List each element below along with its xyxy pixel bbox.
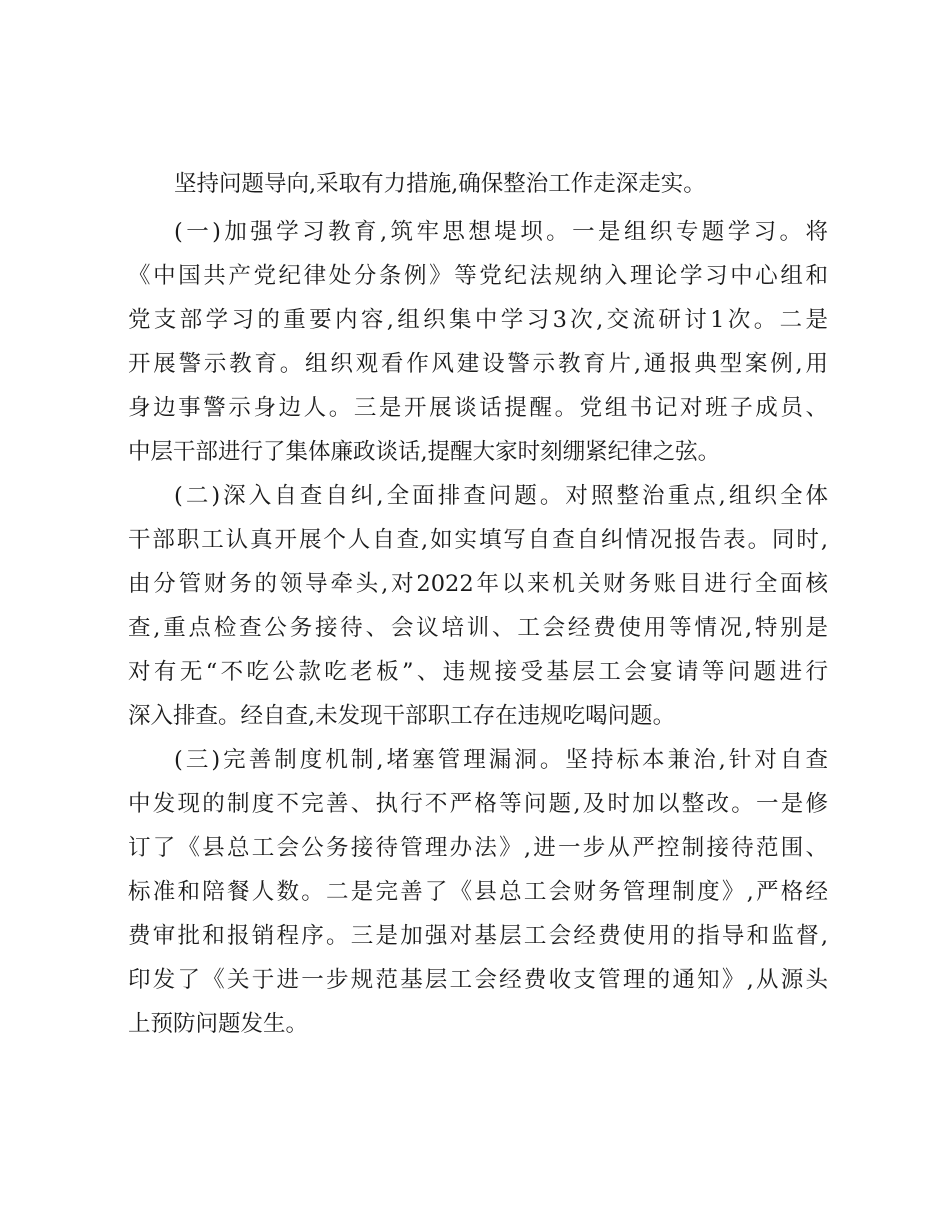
section-heading-line: (一)加强学习教育,筑牢思想堤坝。一是组织专题学习。将 — [174, 219, 828, 245]
section-heading-line: (三)完善制度机制,堵塞管理漏洞。坚持标本兼治,针对自查 — [174, 747, 828, 773]
paragraph-line: 由分管财务的领导牵头,对2022年以来机关财务账目进行全面核 — [128, 571, 828, 597]
paragraph-line: 坚持问题导向,采取有力措施,确保整治工作走深走实。 — [174, 171, 706, 197]
paragraph-line: 印发了《关于进一步规范基层工会经费收支管理的通知》,从源头 — [128, 967, 828, 993]
section-heading-line: (二)深入自查自纠,全面排查问题。对照整治重点,组织全体 — [174, 483, 828, 509]
paragraph-line: 中发现的制度不完善、执行不严格等问题,及时加以整改。一是修 — [128, 791, 828, 817]
paragraph-line: 干部职工认真开展个人自查,如实填写自查自纠情况报告表。同时, — [128, 527, 828, 553]
paragraph-line: 身边事警示身边人。三是开展谈话提醒。党组书记对班子成员、 — [128, 395, 828, 421]
paragraph-line: 对有无“不吃公款吃老板”、违规接受基层工会宴请等问题进行 — [128, 659, 828, 685]
paragraph-line: 深入排查。经自查,未发现干部职工存在违规吃喝问题。 — [128, 703, 676, 729]
paragraph-line: 中层干部进行了集体廉政谈话,提醒大家时刻绷紧纪律之弦。 — [128, 439, 721, 465]
paragraph-line: 开展警示教育。组织观看作风建设警示教育片,通报典型案例,用 — [128, 351, 828, 377]
paragraph-line: 上预防问题发生。 — [128, 1011, 309, 1037]
paragraph-line: 订了《县总工会公务接待管理办法》,进一步从严控制接待范围、 — [128, 835, 828, 861]
paragraph-line: 党支部学习的重要内容,组织集中学习3次,交流研讨1次。二是 — [128, 307, 828, 333]
paragraph-line: 《中国共产党纪律处分条例》等党纪法规纳入理论学习中心组和 — [128, 263, 828, 289]
paragraph-line: 标准和陪餐人数。二是完善了《县总工会财务管理制度》,严格经 — [128, 879, 828, 905]
paragraph-line: 费审批和报销程序。三是加强对基层工会经费使用的指导和监督, — [128, 923, 828, 949]
paragraph-line: 查,重点检查公务接待、会议培训、工会经费使用等情况,特别是 — [128, 615, 828, 641]
